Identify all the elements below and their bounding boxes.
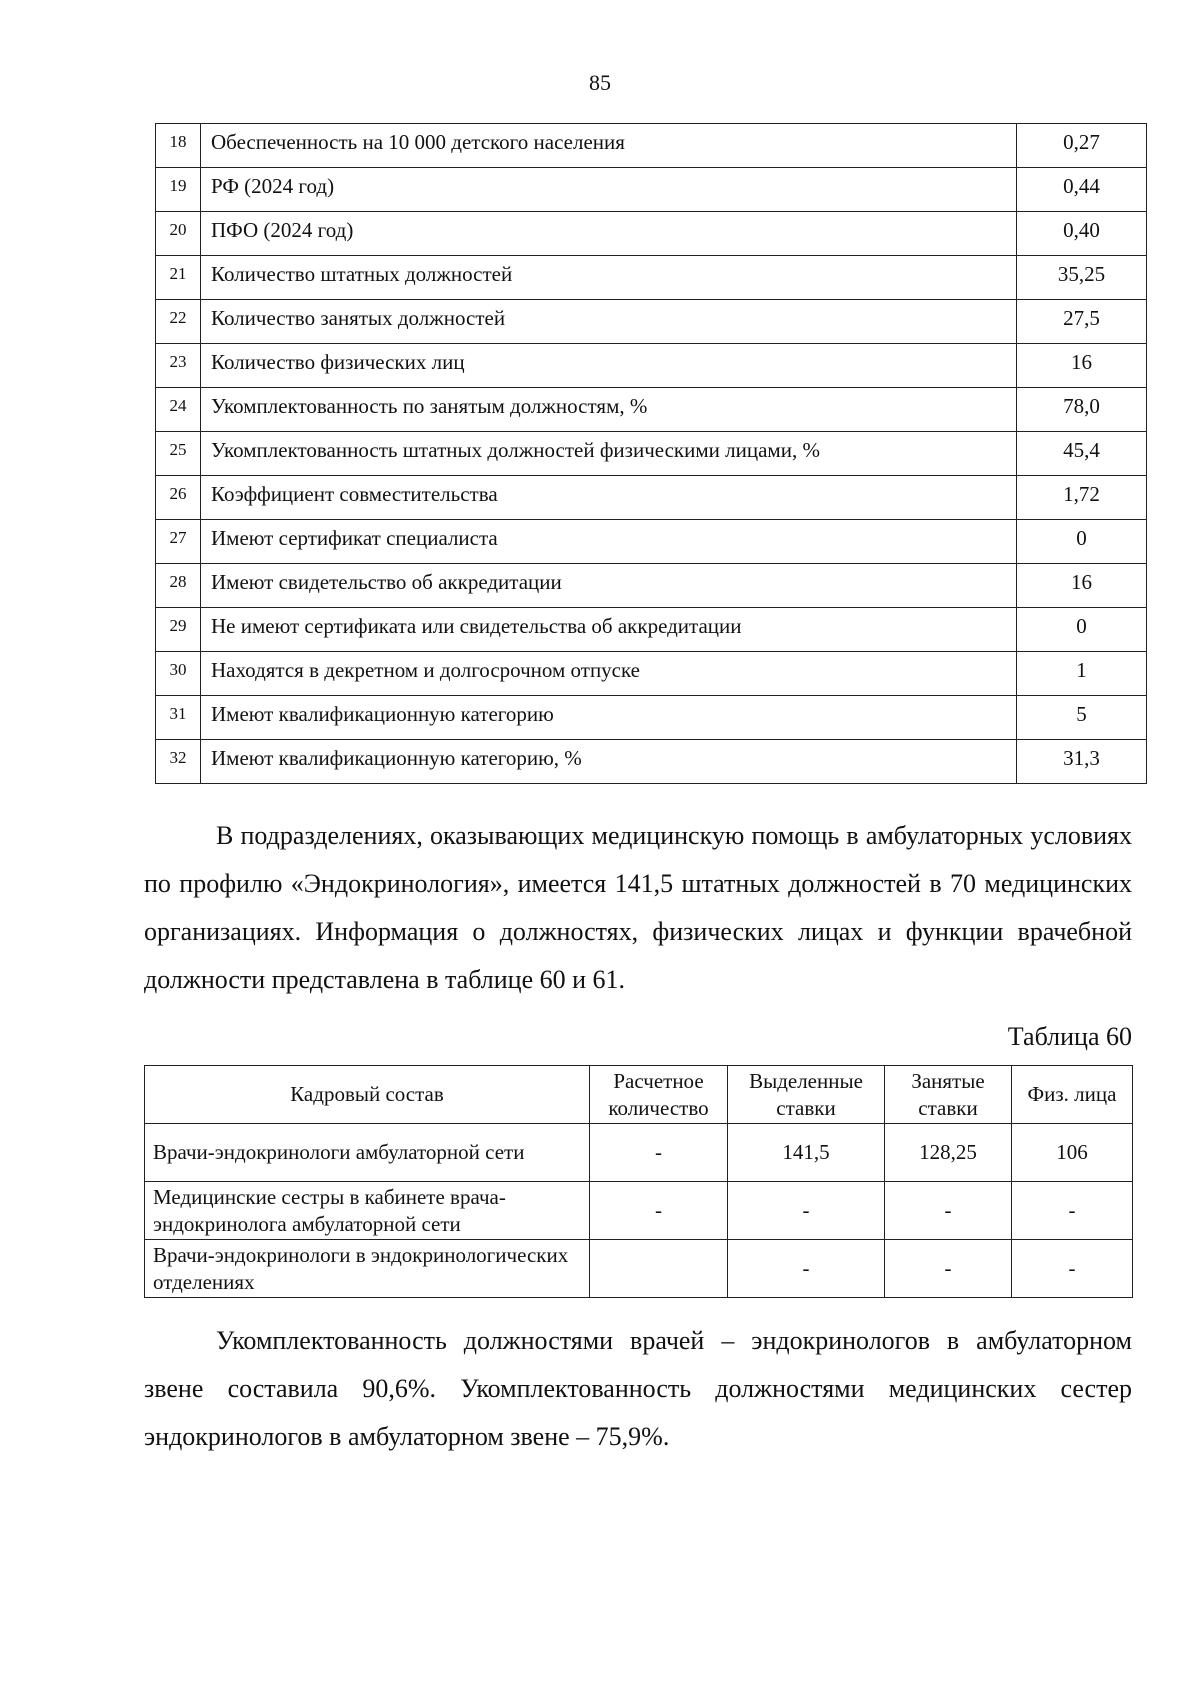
table-row — [145, 1124, 1133, 1182]
row-number: 29 — [156, 608, 201, 652]
row-number: 30 — [156, 652, 201, 696]
row-indicator: РФ (2024 год) — [201, 168, 1017, 212]
row-number: 28 — [156, 564, 201, 608]
table-60-header-row — [145, 1066, 1133, 1124]
cell-allocated: - — [728, 1240, 885, 1298]
row-indicator: Укомплектованность по занятым должностям, % — [201, 388, 1017, 432]
cell-occupied: - — [885, 1182, 1012, 1240]
header-staff: Кадровый состав — [145, 1066, 590, 1124]
table-row — [156, 740, 1147, 784]
table-row — [156, 256, 1147, 300]
cell-staff: Врачи-эндокринологи в эндокринологических отделениях — [145, 1240, 590, 1298]
cell-staff: Врачи-эндокринологи амбулаторной сети — [145, 1124, 590, 1182]
row-indicator: Коэффициент совместительства — [201, 476, 1017, 520]
row-value: 1 — [1017, 652, 1147, 696]
paragraph-staffing-rate: Укомплектованность должностями врачей – эндокринологов в амбулаторном звене составила 90,6%. Укомплектованность должностями медицинских сестер эндокринологов в амбулаторном звене – 75,9%. — [144, 1326, 1132, 1451]
row-value: 0 — [1017, 520, 1147, 564]
row-indicator: Количество занятых должностей — [201, 300, 1017, 344]
row-value: 1,72 — [1017, 476, 1147, 520]
row-number: 31 — [156, 696, 201, 740]
row-indicator: Имеют квалификационную категорию, % — [201, 740, 1017, 784]
row-indicator: Обеспеченность на 10 000 детского населения — [201, 124, 1017, 168]
header-allocated: Выделенные ставки — [728, 1066, 885, 1124]
row-indicator: Количество штатных должностей — [201, 256, 1017, 300]
table-60-caption: Таблица 60 — [1007, 1022, 1132, 1051]
row-indicator: Имеют квалификационную категорию — [201, 696, 1017, 740]
table-row — [145, 1240, 1133, 1298]
header-persons: Физ. лица — [1012, 1066, 1133, 1124]
row-number: 18 — [156, 124, 201, 168]
row-value: 78,0 — [1017, 388, 1147, 432]
table-row — [156, 212, 1147, 256]
indicators-table-body — [156, 124, 1147, 784]
cell-allocated: 141,5 — [728, 1124, 885, 1182]
table-row — [156, 696, 1147, 740]
table-row — [156, 124, 1147, 168]
row-indicator: Укомплектованность штатных должностей физическими лицами, % — [201, 432, 1017, 476]
row-number: 23 — [156, 344, 201, 388]
indicators-table — [155, 123, 1147, 784]
row-value: 45,4 — [1017, 432, 1147, 476]
row-number: 19 — [156, 168, 201, 212]
cell-persons: 106 — [1012, 1124, 1133, 1182]
row-value: 0,44 — [1017, 168, 1147, 212]
table-row — [156, 564, 1147, 608]
cell-persons: - — [1012, 1182, 1133, 1240]
table-row — [156, 476, 1147, 520]
row-number: 24 — [156, 388, 201, 432]
table-row — [156, 520, 1147, 564]
row-indicator: Находятся в декретном и долгосрочном отпуске — [201, 652, 1017, 696]
cell-estimated: - — [590, 1124, 728, 1182]
cell-occupied: - — [885, 1240, 1012, 1298]
row-number: 20 — [156, 212, 201, 256]
cell-staff: Медицинские сестры в кабинете врача-эндокринолога амбулаторной сети — [145, 1182, 590, 1240]
table-row — [156, 344, 1147, 388]
row-indicator: Имеют свидетельство об аккредитации — [201, 564, 1017, 608]
page-number: 85 — [589, 70, 611, 95]
table-row — [156, 652, 1147, 696]
cell-estimated: - — [590, 1182, 728, 1240]
row-value: 31,3 — [1017, 740, 1147, 784]
cell-allocated: - — [728, 1182, 885, 1240]
row-value: 16 — [1017, 344, 1147, 388]
row-value: 16 — [1017, 564, 1147, 608]
row-value: 35,25 — [1017, 256, 1147, 300]
row-value: 5 — [1017, 696, 1147, 740]
row-value: 0,40 — [1017, 212, 1147, 256]
row-number: 25 — [156, 432, 201, 476]
row-value: 27,5 — [1017, 300, 1147, 344]
row-number: 32 — [156, 740, 201, 784]
table-60 — [144, 1065, 1133, 1298]
cell-persons: - — [1012, 1240, 1133, 1298]
row-indicator: ПФО (2024 год) — [201, 212, 1017, 256]
row-number: 22 — [156, 300, 201, 344]
cell-occupied: 128,25 — [885, 1124, 1012, 1182]
row-value: 0 — [1017, 608, 1147, 652]
row-number: 27 — [156, 520, 201, 564]
row-number: 21 — [156, 256, 201, 300]
table-row — [156, 300, 1147, 344]
table-row — [156, 608, 1147, 652]
table-row — [156, 168, 1147, 212]
table-row — [145, 1182, 1133, 1240]
header-estimated: Расчетное количество — [590, 1066, 728, 1124]
table-row — [156, 432, 1147, 476]
header-occupied: Занятые ставки — [885, 1066, 1012, 1124]
row-indicator: Имеют сертификат специалиста — [201, 520, 1017, 564]
row-number: 26 — [156, 476, 201, 520]
table-row — [156, 388, 1147, 432]
row-indicator: Не имеют сертификата или свидетельства об аккредитации — [201, 608, 1017, 652]
row-value: 0,27 — [1017, 124, 1147, 168]
row-indicator: Количество физических лиц — [201, 344, 1017, 388]
cell-estimated — [590, 1240, 728, 1298]
paragraph-staffing-info: В подразделениях, оказывающих медицинскую помощь в амбулаторных условиях по профилю «Эндокринология», имеется 141,5 штатных должностей в 70 медицинских организациях. Информация о должностях, физических лицах и функции врачебной должности представлена в таблице 60 и 61. — [144, 821, 1132, 994]
